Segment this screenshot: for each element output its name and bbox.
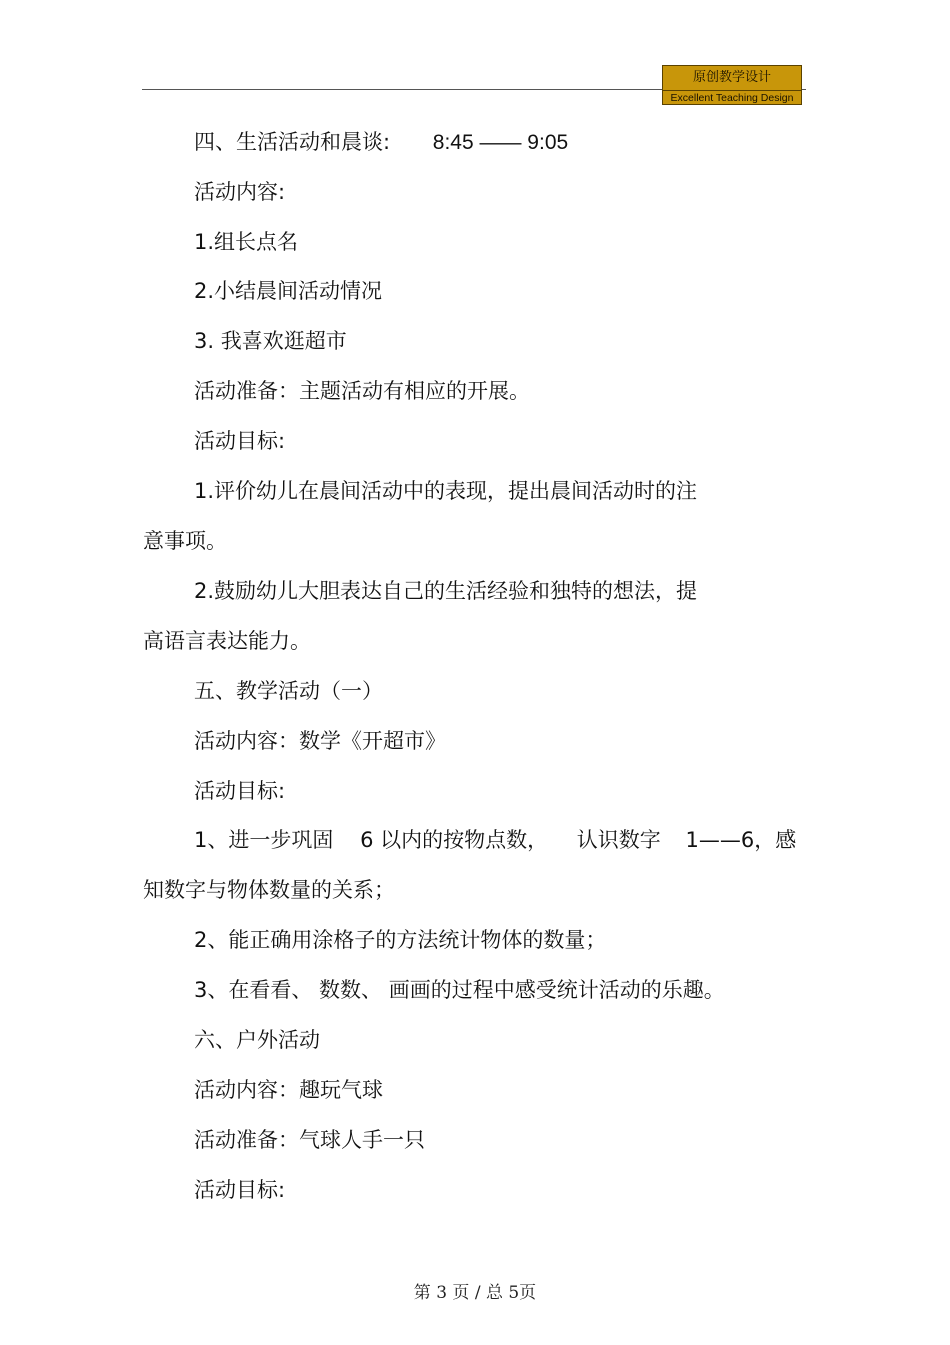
text-line: 活动准备：主题活动有相应的开展。 [194,379,530,403]
text-line: 2.小结晨间活动情况 [194,279,383,303]
objective-part-d: 1——6，感 [685,828,797,852]
page-number: 第 3 页 / 总 5页 [413,1283,537,1303]
text-line: 活动内容：趣玩气球 [194,1078,383,1102]
section-five-heading: 五、教学活动（一） [194,679,383,703]
objective-part-c: 认识数字 [576,828,661,852]
text-line: 2.鼓励幼儿大胆表达自己的生活经验和独特的想法，提 [194,579,698,603]
section-four-heading [194,128,568,157]
badge-subtitle: Excellent Teaching Design [670,92,794,104]
design-badge [662,65,802,105]
objective-part-b: 6 以内的按物点数， [360,828,549,852]
badge-title: 原创教学设计 [692,70,771,85]
objective-part-a: 1、进一步巩固 [194,828,334,852]
text-line: 2、能正确用涂格子的方法统计物体的数量； [194,928,607,952]
text-line: 1.评价幼儿在晨间活动中的表现，提出晨间活动时的注 [194,479,698,503]
section-six-heading: 六、户外活动 [194,1028,320,1052]
text-line: 活动准备：气球人手一只 [194,1128,425,1152]
text-line: 活动内容：数学《开超市》 [194,729,446,753]
text-line: 高语言表达能力。 [143,629,311,653]
section-four-time: 8:45 —— 9:05 [432,131,569,154]
text-line: 知数字与物体数量的关系； [143,878,395,902]
objective-line-one [194,826,796,854]
text-line: 活动目标: [194,1178,286,1202]
text-line: 活动内容: [194,180,286,204]
text-line: 活动目标: [194,779,286,803]
text-line: 1.组长点名 [194,230,299,254]
text-line: 3. 我喜欢逛超市 [194,329,347,353]
text-line: 3、在看看、 数数、 画画的过程中感受统计活动的乐趣。 [194,978,725,1002]
text-line: 意事项。 [143,529,227,553]
section-four-title: 四、生活活动和晨谈: [194,130,391,154]
text-line: 活动目标: [194,429,286,453]
